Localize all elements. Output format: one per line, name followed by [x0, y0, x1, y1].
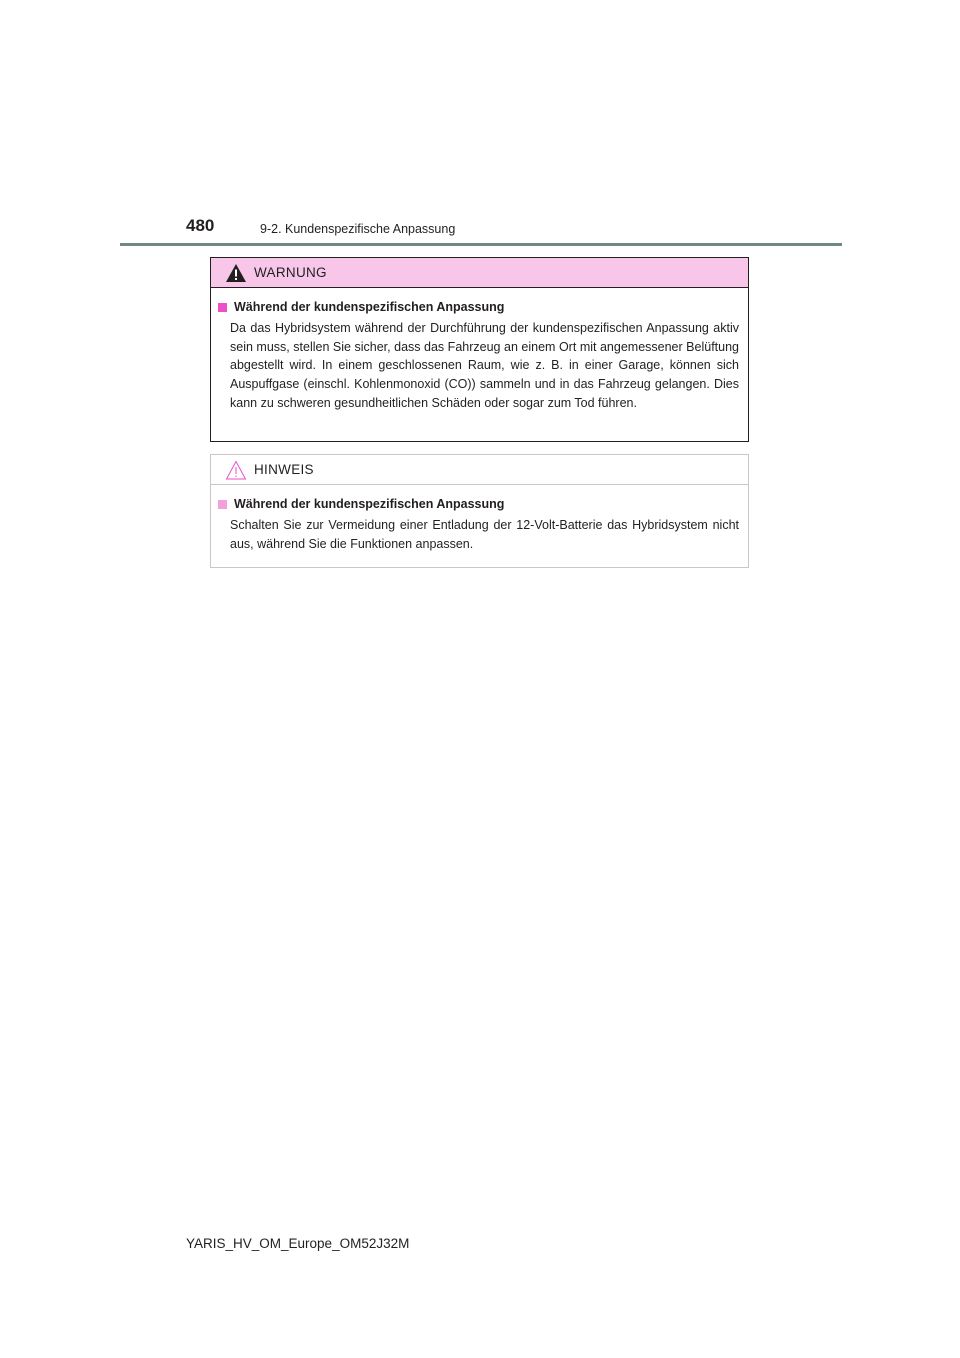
notice-box: [210, 454, 749, 568]
warning-box: [210, 257, 749, 442]
notice-item-title: [218, 497, 739, 511]
warning-label: WARNUNG: [254, 265, 327, 280]
warning-item-title: [218, 300, 739, 314]
section-title: 9-2. Kundenspezifische Anpassung: [260, 222, 456, 236]
warning-header: [211, 258, 748, 288]
notice-label: HINWEIS: [254, 462, 314, 477]
warning-item-title-text: Während der kundenspezifischen Anpassung: [234, 300, 505, 314]
warning-item-text: Da das Hybridsystem während der Durchführung der kundenspezifischen Anpassung aktiv sein muss, stellen Sie sicher, dass das Fahrzeug an einem Ort mit angemessener Belüftung abgestellt wird. In einem geschlossenen Raum, wie z. B. in einer Garage, können sich Auspuffgase (einschl. Kohlenmonoxid (CO)) sammeln und in das Fahrzeug gelangen. Dies kann zu schweren gesundheitlichen Schäden oder sogar zum Tod führen.: [230, 321, 739, 410]
warning-triangle-outline-icon: [225, 460, 247, 480]
notice-item-title-text: Während der kundenspezifischen Anpassung: [234, 497, 505, 511]
page-number: 480: [186, 216, 215, 235]
square-bullet-icon: [218, 303, 227, 312]
warning-triangle-filled-icon: [225, 263, 247, 283]
notice-header: [211, 455, 748, 485]
footer-code: YARIS_HV_OM_Europe_OM52J32M: [186, 1236, 410, 1251]
notice-item-text: Schalten Sie zur Vermeidung einer Entladung der 12-Volt-Batterie das Hybridsystem nicht aus, während Sie die Funktionen anpassen.: [230, 518, 739, 551]
header-rule: [120, 243, 842, 246]
square-bullet-icon: [218, 500, 227, 509]
